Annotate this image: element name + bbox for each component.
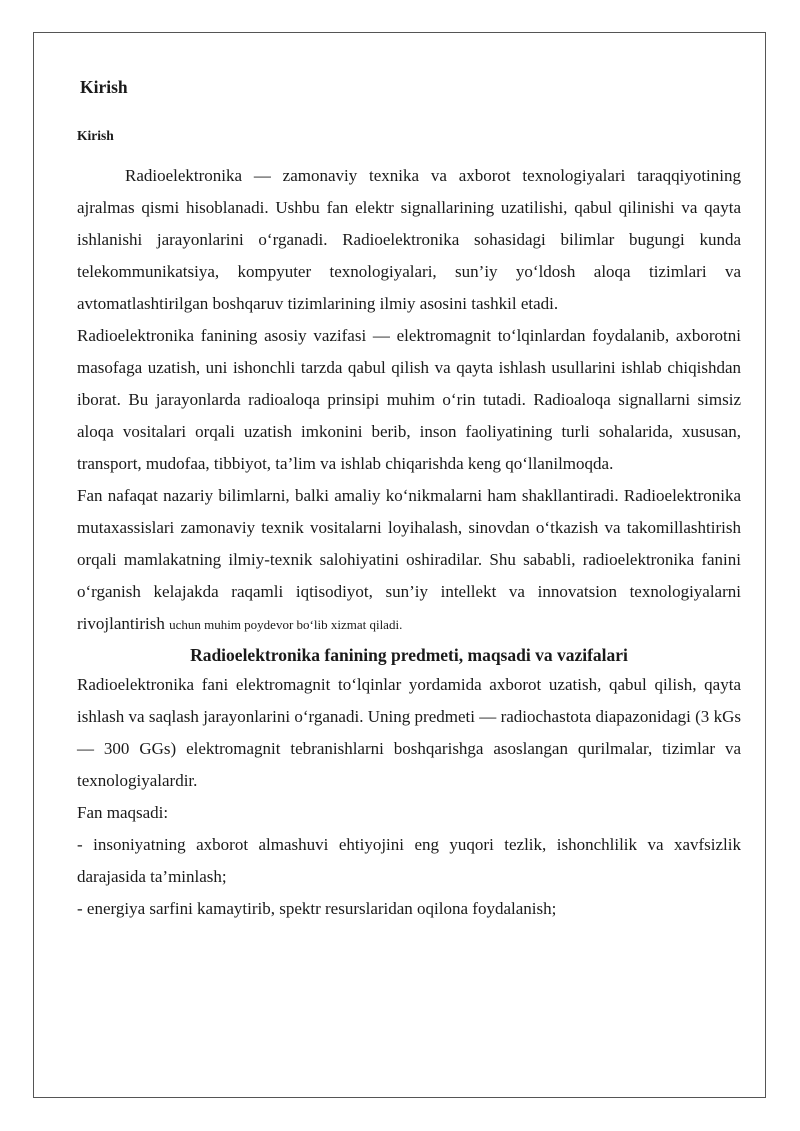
document-body: [77, 72, 741, 925]
subject-paragraph: Radioelektronika fani elektromagnit to‘lqinlar yordamida axborot uzatish, qabul qilish, qayta ishlash va saqlash jarayonlarini o‘rganadi. Uning predmeti — radiochastota diapazonidagi (3 kGs — 300 GGs) elektromagnit tebranishlarni boshqarishga asoslangan qurilmalar, tizimlar va texnologiyalardir.: [77, 675, 741, 790]
skills-paragraph-tail: uchun muhim poydevor bo‘lib xizmat qiladi.: [169, 617, 403, 632]
goal-item: - energiya sarfini kamaytirib, spektr resurslaridan oqilona foydalanish;: [77, 899, 557, 918]
goal-item: - insoniyatning axborot almashuvi ehtiyojini eng yuqori tezlik, ishonchlilik va xavfsizlik darajasida ta’minlash;: [77, 835, 741, 886]
document-title: Kirish: [80, 77, 128, 97]
intro-paragraph: Radioelektronika — zamonaviy texnika va axborot texnologiyalari taraqqiyotining ajralmas qismi hisoblanadi. Ushbu fan elektr signallarining uzatilishi, qabul qilinishi va qayta ishlanishi jarayonlarini o‘rganadi. Radioelektronika sohasidagi bilimlar bugungi kunda telekommunikatsiya, kompyuter texnologiyalari, sun’iy yo‘ldosh aloqa tizimlari va avtomatlashtirilgan boshqaruv tizimlarining ilmiy asosini tashkil etadi.: [77, 166, 741, 313]
skills-paragraph-text: Fan nafaqat nazariy bilimlarni, balki amaliy ko‘nikmalarni ham shakllantiradi. Radioelektronika mutaxassislari zamonaviy texnik vositalarni loyihalash, sinovdan o‘tkazish va takomillashtirish orqali mamlakatning ilmiy-texnik salohiyatini oshiradilar. Shu sababli, radioelektronika fanini o‘rganish kelajakda raqamli iqtisodiyot, sun’iy intellekt va innovatsion texnologiyalarni rivojlantirish: [77, 486, 741, 633]
section-title: Radioelektronika fanining predmeti, maqsadi va vazifalari: [190, 645, 628, 665]
tasks-paragraph: Radioelektronika fanining asosiy vazifasi — elektromagnit to‘lqinlardan foydalanib, axborotni masofaga uzatish, uni ishonchli tarzda qabul qilish va qayta ishlash usullarini ishlab chiqishdan iborat. Bu jarayonlarda radioaloqa prinsipi muhim o‘rin tutadi. Radioaloqa signallarni simsiz aloqa vositalari orqali uzatish imkonini berib, inson faoliyatining turli sohalarida, xususan, transport, mudofaa, tibbiyot, ta’lim va ishlab chiqarishda keng qo‘llanilmoqda.: [77, 326, 741, 473]
skills-paragraph: [77, 480, 741, 641]
goals-label: Fan maqsadi:: [77, 803, 169, 822]
document-subtitle: Kirish: [77, 128, 114, 143]
